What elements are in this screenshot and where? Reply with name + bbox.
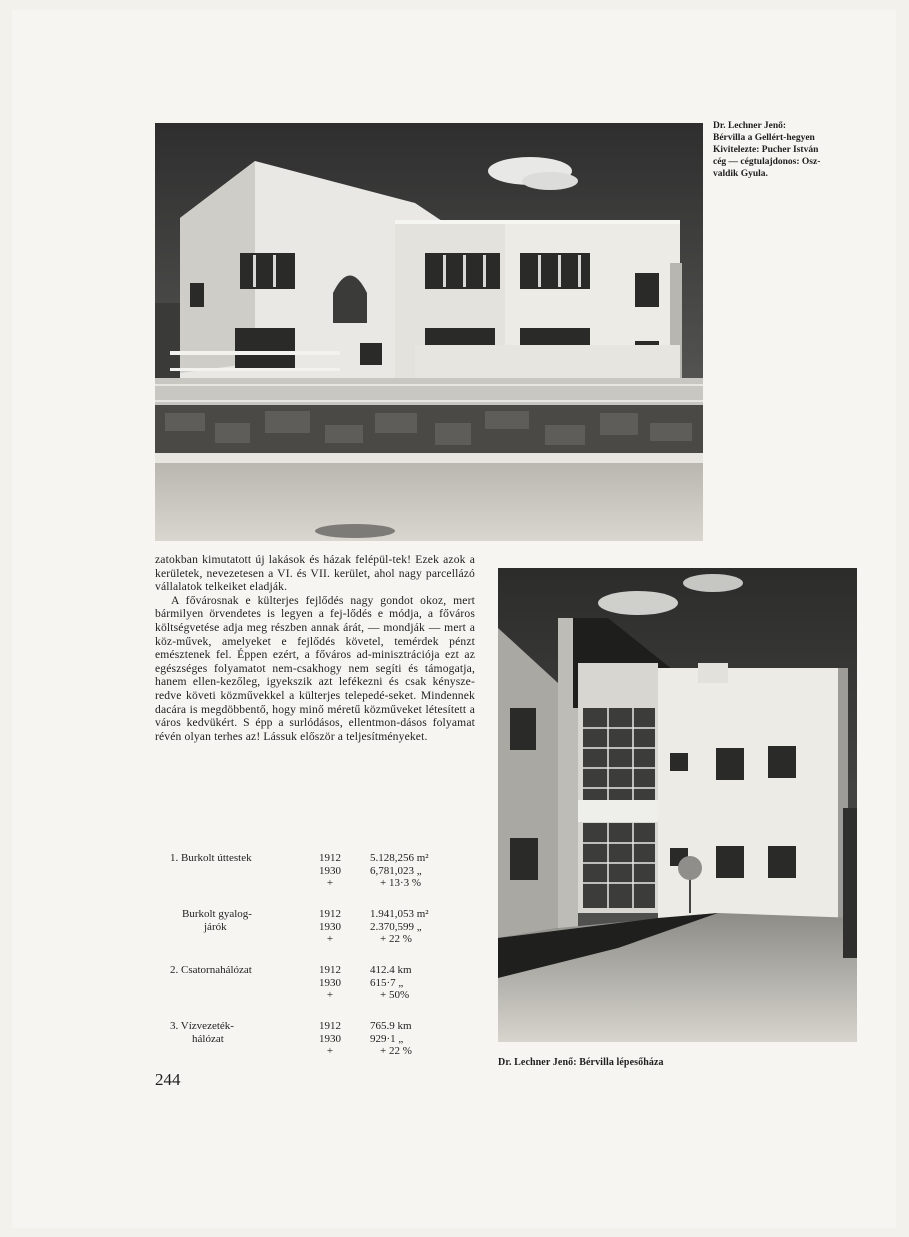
stat-value: + 22 % — [380, 933, 412, 945]
stat-year: 1912 — [319, 964, 341, 976]
bottom-photo-caption: Dr. Lechner Jenő: Bérvilla lépesőháza — [498, 1057, 664, 1068]
stat-year: 1912 — [319, 852, 341, 864]
stat-value: + 22 % — [380, 1045, 412, 1057]
stat-year: 1930 — [319, 976, 341, 989]
stat-value: 1.941,053 m² — [370, 908, 429, 920]
stat-label: 3. Vízvezeték- — [170, 1020, 234, 1032]
stat-year: 1930 — [319, 920, 341, 933]
stat-year: 1930 — [319, 864, 341, 877]
stat-sign: + — [326, 933, 334, 945]
stat-label: 2. Csatornahálózat — [170, 964, 252, 976]
stat-value: 929·1 „ — [370, 1032, 404, 1045]
stat-value: 6,781,023 „ — [370, 864, 422, 877]
stat-value: 412.4 km — [370, 964, 412, 976]
stat-value: 765.9 km — [370, 1020, 412, 1032]
stat-value: 615·7 „ — [370, 976, 404, 989]
stat-value: + 50% — [380, 989, 410, 1001]
paragraph: A fővárosnak e külterjes fejlődés nagy gondot okoz, mert bármilyen örvendetes is legyen a fej-lődés e módja, a főváros költségvetése adja meg részben annak árát, — mondják — mert a köz-művek, amelyeket e fejlődés követel, temérdek pénzt emésztenek fel. Éppen ezért, a főváros ad-minisztrációja ezt az egészséges folyamatot nem-csakhogy nem segíti és támogatja, hanem ellen-kezőleg, igyekszik azt lefékezni és csak kénysze-redve követi közművekkel a külterjes telepedé-seket. Mindennek dacára is megdöbbentő, hogy minő méretű közműveket létesített a város kedvükért. S épp a surlódásos, ellentmon-dásos folyamat révén olyan terhes az! Lássuk először a teljesítményeket. — [155, 593, 475, 743]
stat-year: 1930 — [319, 1032, 341, 1045]
stat-row — [170, 852, 470, 908]
stat-label: Burkolt gyalog- — [182, 908, 252, 920]
caption-line: valdik Gyula. — [713, 169, 768, 179]
stat-sign: + — [326, 1045, 334, 1057]
article-body — [155, 553, 475, 743]
paragraph: zatokban kimutatott új lakások és házak felépül-tek! Ezek azok a kerületek, nevezetesen a VI. és VII. kerület, ahol nagy parcellázó vállalatok telkeiket eladják. — [155, 553, 475, 594]
statistics-table — [170, 852, 470, 1076]
page-number: 244 — [155, 1070, 181, 1089]
stat-sign: + — [326, 877, 334, 889]
stat-row — [170, 964, 470, 1020]
stat-year: 1912 — [319, 908, 341, 920]
villa-stairwell-photo — [498, 568, 857, 1042]
stat-label: 1. Burkolt úttestek — [170, 852, 252, 864]
stat-row — [170, 908, 470, 964]
stat-value: + 13·3 % — [380, 877, 422, 889]
caption-line: Kivitelezte: Pucher István — [713, 145, 819, 155]
caption-line: cég — cégtulajdonos: Osz- — [713, 157, 821, 167]
top-photo-caption — [713, 120, 873, 180]
caption-line: Dr. Lechner Jenő: — [713, 121, 787, 131]
stat-row — [170, 1020, 470, 1076]
stat-year: 1912 — [319, 1020, 341, 1032]
stat-value: 5.128,256 m² — [370, 852, 429, 864]
stat-label: hálózat — [192, 1032, 224, 1045]
stat-label: járók — [204, 920, 227, 933]
caption-line: Bérvilla a Gellért-hegyen — [713, 133, 815, 143]
villa-exterior-photo — [155, 123, 703, 541]
stat-value: 2.370,599 „ — [370, 920, 422, 933]
stat-sign: + — [326, 989, 334, 1001]
